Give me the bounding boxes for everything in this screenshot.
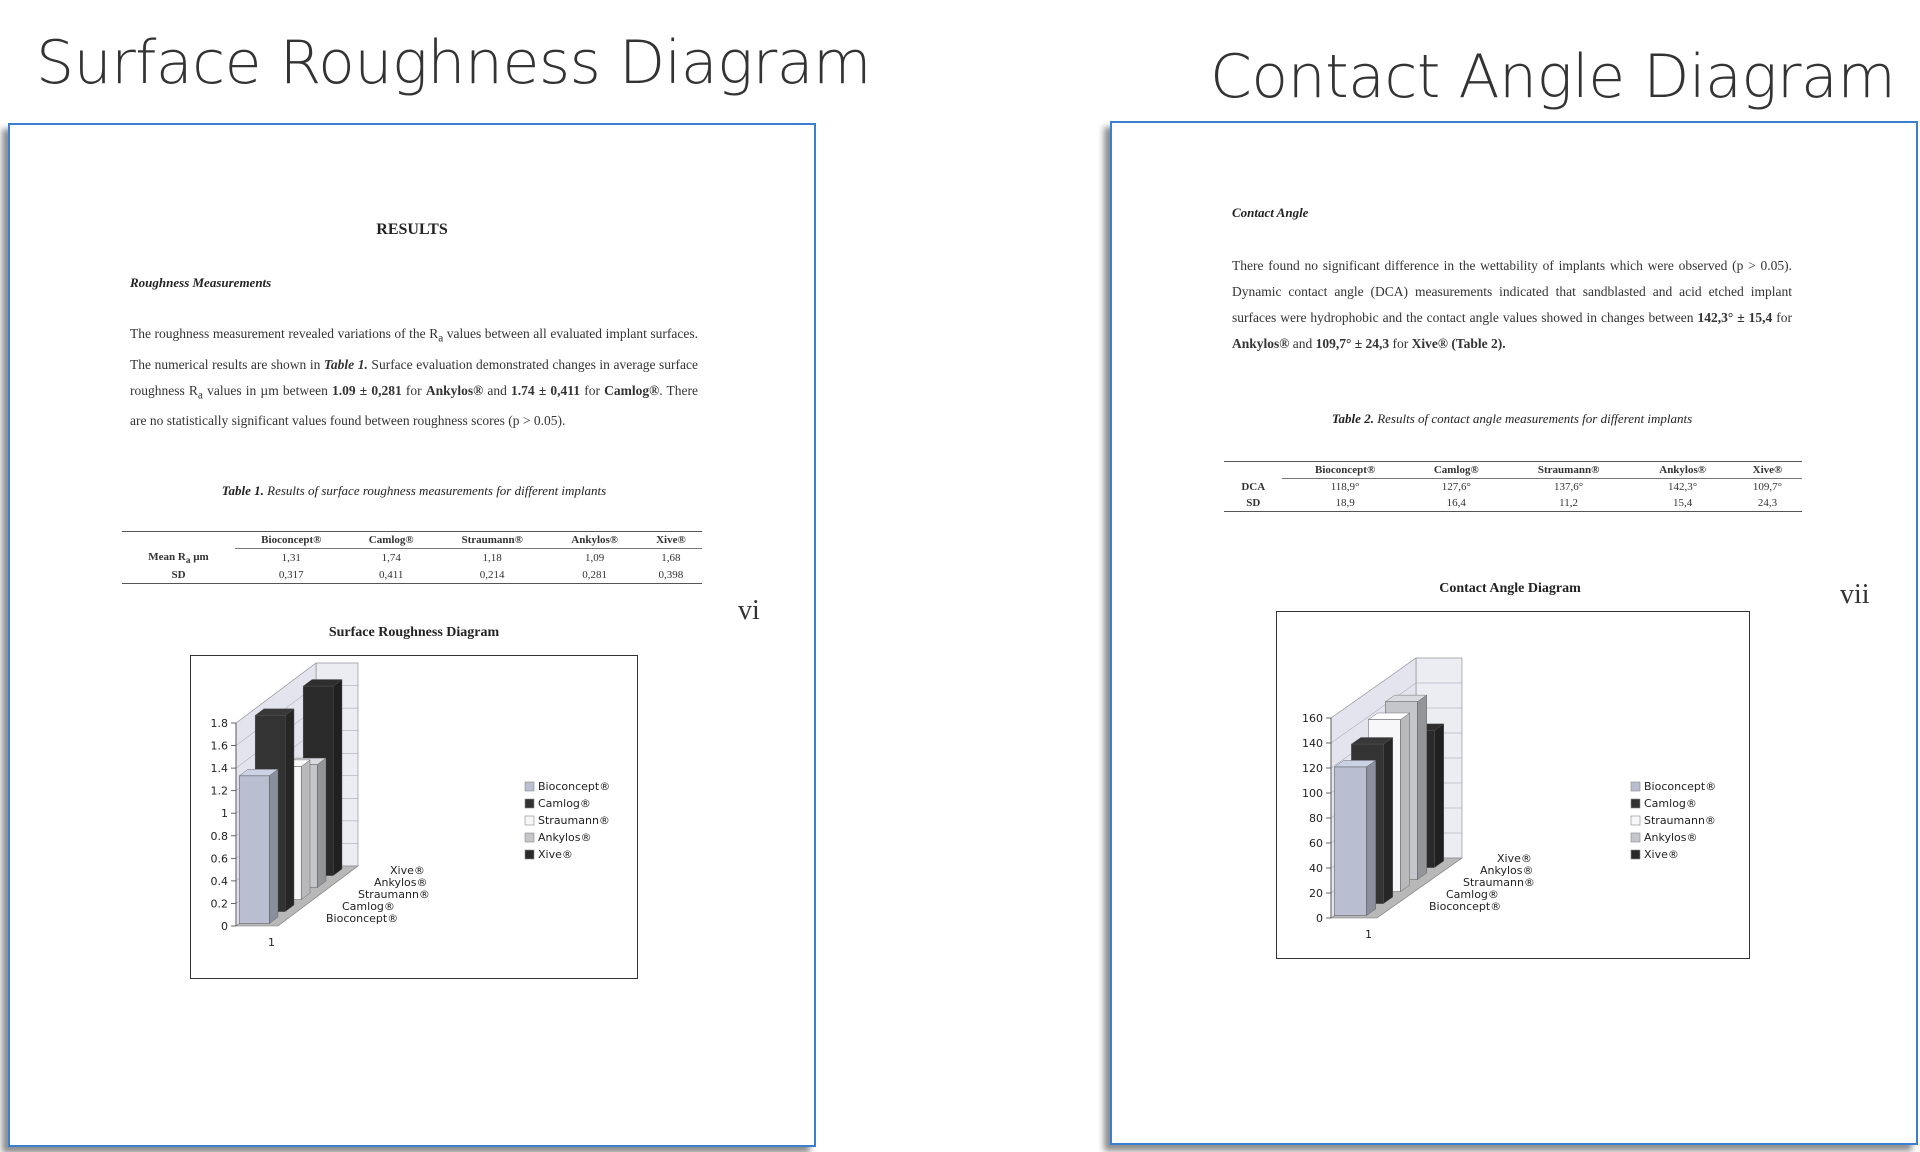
chart2-box <box>1276 611 1750 959</box>
table-cell: 0,411 <box>379 568 404 581</box>
table-cell: 1,68 <box>661 551 681 564</box>
y-tick-label: 60 <box>1309 837 1323 850</box>
table-cell: 0,398 <box>658 568 684 581</box>
row-label: DCA <box>1241 480 1266 493</box>
legend-swatch <box>1631 833 1640 842</box>
bar <box>239 776 269 924</box>
surface-roughness-chart <box>191 656 637 978</box>
table-cell: 1,74 <box>381 551 401 564</box>
table-header: Ankylos® <box>1632 462 1733 479</box>
y-tick-label: 0 <box>1316 912 1323 925</box>
table-cell: 0,317 <box>278 568 304 581</box>
depth-label: Camlog® <box>342 900 395 913</box>
legend-swatch <box>525 833 534 842</box>
table-row <box>1224 495 1802 512</box>
bar <box>1334 767 1366 916</box>
table-header: Bioconcept® <box>235 532 348 549</box>
legend-label: Ankylos® <box>538 831 592 844</box>
table-header: Straumann® <box>435 532 550 549</box>
table-header: Camlog® <box>1408 462 1505 479</box>
page-number: vi <box>738 595 760 626</box>
table-cell: 11,2 <box>1559 497 1579 509</box>
chart1-box <box>190 655 638 979</box>
y-tick-label: 1 <box>221 807 228 821</box>
table-cell: 1,31 <box>281 551 301 564</box>
table-cell: 1,18 <box>482 551 502 564</box>
contact-angle-page <box>1110 121 1918 1145</box>
depth-label: Bioconcept® <box>326 912 399 925</box>
contact-angle-paragraph: There found no significant difference in the wettability of implants which were observed (p > 0.05). Dynamic contact angle (DCA) measurements indicated that sandblasted and acid etched implant surfaces were hydrophobic and the contact angle values showed in changes between 142,3° ± 15,4 for Ankylos® and 109,7° ± 24,3 for Xive® (Table 2). <box>1232 258 1792 351</box>
row-label: SD <box>171 568 186 581</box>
right-slide-title: Contact Angle Diagram <box>1210 42 1896 112</box>
bar-side <box>1366 760 1375 915</box>
legend-label: Xive® <box>538 848 573 861</box>
y-tick-label: 1.2 <box>210 784 228 798</box>
left-slide-title: Surface Roughness Diagram <box>36 28 871 98</box>
table2-caption: Table 2. Results of contact angle measurements for different implants <box>1331 411 1693 426</box>
y-tick-label: 120 <box>1302 762 1323 775</box>
legend-label: Xive® <box>1644 848 1679 861</box>
legend-label: Bioconcept® <box>538 780 611 793</box>
depth-label: Straumann® <box>1463 876 1535 889</box>
table-row <box>122 567 702 584</box>
legend-swatch <box>1631 850 1640 859</box>
contact-angle-chart <box>1277 612 1749 958</box>
depth-label: Xive® <box>1497 852 1532 865</box>
category-label: 1 <box>268 936 275 949</box>
table1-caption: Table 1. Results of surface roughness measurements for different implants <box>221 483 607 498</box>
y-tick-label: 40 <box>1309 862 1323 875</box>
row-label: SD <box>1246 497 1261 509</box>
table-cell: 0,214 <box>479 568 505 581</box>
legend-label: Ankylos® <box>1644 831 1698 844</box>
depth-label: Ankylos® <box>1480 864 1534 877</box>
category-label: 1 <box>1365 928 1372 941</box>
table-cell: 0,281 <box>582 568 608 581</box>
legend-swatch <box>525 850 534 859</box>
table-cell: 15,4 <box>1672 497 1693 509</box>
table-cell: 118,9° <box>1330 481 1360 493</box>
y-tick-label: 1.8 <box>210 717 228 730</box>
table-header: Ankylos® <box>549 532 639 549</box>
y-tick-label: 0 <box>221 920 228 933</box>
bar-side <box>1383 738 1392 904</box>
y-tick-label: 160 <box>1302 712 1323 725</box>
legend-swatch <box>525 799 534 808</box>
y-tick-label: 0.8 <box>210 829 228 843</box>
table-cell: 142,3° <box>1668 481 1698 493</box>
table2 <box>1224 461 1802 512</box>
bar-side <box>1400 713 1409 892</box>
results-heading: RESULTS <box>376 221 448 238</box>
y-tick-label: 0.6 <box>210 852 228 866</box>
table-header: Camlog® <box>348 532 435 549</box>
legend-swatch <box>525 816 534 825</box>
table-header: Bioconcept® <box>1282 462 1407 479</box>
depth-label: Straumann® <box>358 888 430 901</box>
chart1-title: Surface Roughness Diagram <box>328 625 500 640</box>
table-cell: 24,3 <box>1757 497 1778 509</box>
legend-swatch <box>1631 799 1640 808</box>
table-header-row <box>1224 462 1802 479</box>
legend-label: Camlog® <box>1644 797 1697 810</box>
bar-side <box>1434 724 1443 868</box>
depth-label: Camlog® <box>1446 888 1499 901</box>
table1 <box>122 531 702 584</box>
surface-roughness-page <box>8 123 816 1147</box>
y-tick-label: 1.4 <box>210 762 228 776</box>
legend-swatch <box>1631 782 1640 791</box>
y-tick-label: 80 <box>1309 812 1323 825</box>
table-cell: 109,7° <box>1752 481 1783 493</box>
table-cell: 127,6° <box>1441 481 1471 493</box>
table-cell: 1,09 <box>585 551 605 564</box>
table-header: Xive® <box>640 532 702 549</box>
y-tick-label: 140 <box>1302 737 1323 750</box>
y-tick-label: 0.4 <box>210 874 228 888</box>
bar-side <box>317 758 326 888</box>
y-tick-label: 1.6 <box>210 739 228 753</box>
bar-side <box>333 680 342 876</box>
y-tick-label: 20 <box>1309 887 1323 900</box>
depth-label: Xive® <box>390 864 425 877</box>
table-row <box>1224 479 1802 496</box>
legend-label: Bioconcept® <box>1644 780 1717 793</box>
depth-label: Ankylos® <box>374 876 428 889</box>
y-tick-label: 100 <box>1302 787 1323 800</box>
bar-side <box>301 760 310 900</box>
table-cell: 18,9 <box>1335 497 1355 509</box>
depth-label: Bioconcept® <box>1429 900 1502 913</box>
table-cell: 16,4 <box>1446 497 1466 509</box>
roughness-paragraph: The roughness measurement revealed variations of the $R_a$ values between all evaluated implant surfaces. The numerical results are shown in Table 1. Surface evaluation demonstrated changes in average surface roughness $R_a$ values in µm between 1.09 ± 0,281 for Ankylos® and 1.74 ± 0,411 for Camlog®. There are no statistically significant values found between roughness scores (p > 0.05). <box>130 326 698 429</box>
legend-swatch <box>525 782 534 791</box>
legend-label: Camlog® <box>538 797 591 810</box>
table-header: Xive® <box>1733 462 1802 479</box>
row-label: Mean $R_a$ µm <box>148 550 209 565</box>
table-cell: 137,6° <box>1554 481 1584 493</box>
page-number: vii <box>1840 579 1870 610</box>
legend-label: Straumann® <box>1644 814 1716 827</box>
legend-swatch <box>1631 816 1640 825</box>
roughness-subheading: Roughness Measurements <box>130 275 272 290</box>
table-header-row <box>122 532 702 549</box>
bar-side <box>269 769 278 923</box>
table-header: Straumann® <box>1505 462 1633 479</box>
bar-side <box>285 709 294 912</box>
legend-label: Straumann® <box>538 814 610 827</box>
table-row <box>122 549 702 567</box>
chart2-title: Contact Angle Diagram <box>1439 581 1581 596</box>
bar-side <box>1417 695 1426 879</box>
contact-angle-subheading: Contact Angle <box>1232 205 1309 220</box>
y-tick-label: 0.2 <box>210 897 228 911</box>
